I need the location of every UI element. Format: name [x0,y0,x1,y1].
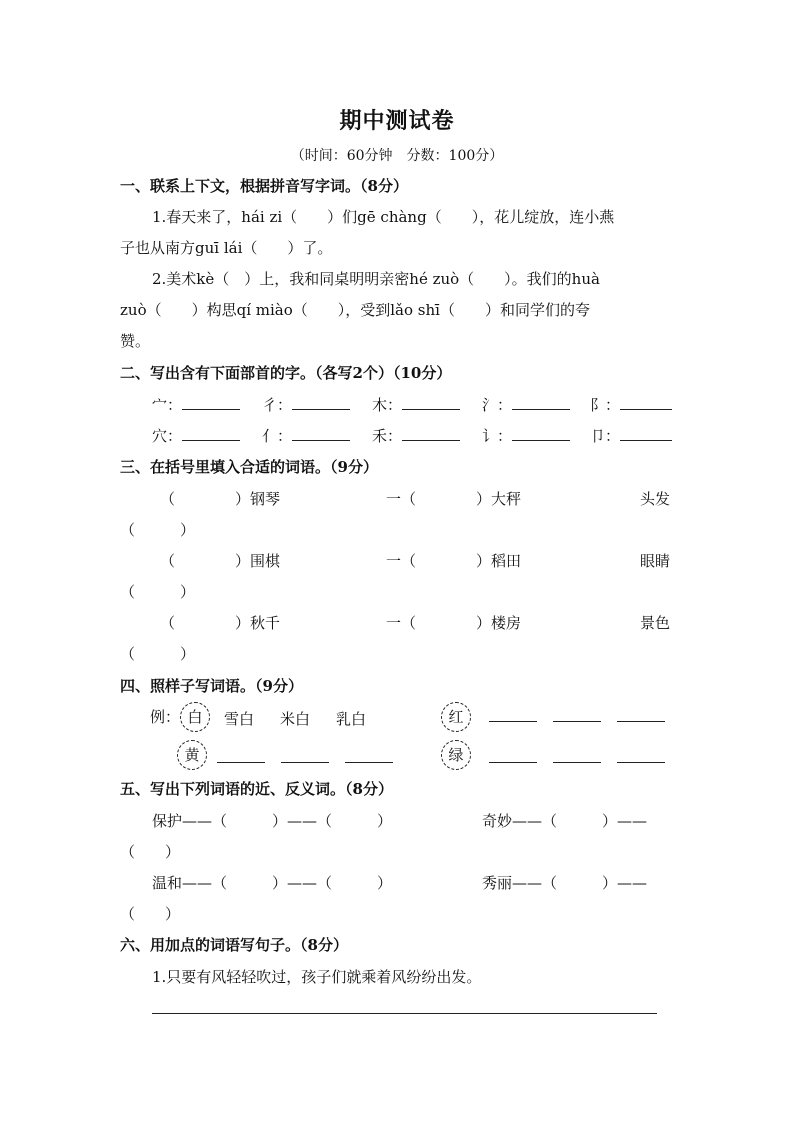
fill-phrase: 一（ ）楼房 [386,614,522,632]
answer-blank[interactable] [620,395,672,410]
answer-blank[interactable] [620,426,672,441]
synonym-item: 保护——（ ）——（ ） [152,812,393,830]
fill-phrase: 一（ ）稻田 [386,552,522,570]
radical-item: 穴： [152,425,240,446]
fill-phrase: 眼睛 [640,552,671,570]
fill-phrase: （ ） [120,521,196,539]
answer-blank[interactable] [402,426,460,441]
fill-phrase: （ ） [120,583,196,601]
answer-blank[interactable] [553,748,601,763]
s1-line-1: 1.春天来了，hái zi（ ）们gē chàng（ ），花儿绽放，连小燕 [152,208,615,226]
example-word: 雪白 [224,710,255,728]
example-word: 乳白 [336,710,367,728]
fill-phrase: 头发 [640,490,671,508]
radical-item: 宀： [152,394,240,415]
fill-phrase: （ ） [120,645,196,663]
answer-blank[interactable] [617,748,665,763]
answer-blank[interactable] [292,426,350,441]
section-1-heading: 一、联系上下文，根据拼音写字词。（8分） [120,177,408,195]
char-circle: 红 [441,702,471,732]
radical-item: 氵： [482,394,570,415]
section-3-heading: 三、在括号里填入合适的词语。（9分） [120,458,378,476]
radical-item: 卩： [590,425,672,446]
s6-question-1: 1.只要有风轻轻吹过，孩子们就乘着风纷纷出发。 [152,968,482,986]
answer-blank[interactable] [489,748,537,763]
s1-line-3: 2.美术kè（ ）上，我和同桌明明亲密hé zuò（ ）。我们的huà [152,270,600,288]
radical-item: 木： [372,394,460,415]
fill-phrase: 景色 [640,614,671,632]
section-5-heading: 五、写出下列词语的近、反义词。（8分） [120,780,393,798]
answer-blank[interactable] [512,426,570,441]
answer-blank[interactable] [182,426,240,441]
answer-blank[interactable] [553,707,601,722]
fill-phrase: （ ）围棋 [160,552,281,570]
section-6-heading: 六、用加点的词语写句子。（8分） [120,936,348,954]
fill-phrase: （ ）秋千 [160,614,281,632]
answer-blank[interactable] [402,395,460,410]
answer-blank[interactable] [617,707,665,722]
answer-blank[interactable] [345,748,393,763]
char-circle: 绿 [441,740,471,770]
synonym-item: （ ） [120,843,181,861]
synonym-item: 秀丽——（ ）—— [482,874,648,892]
answer-blank[interactable] [292,395,350,410]
radical-item: 阝： [590,394,672,415]
radical-item: 亻： [262,425,350,446]
answer-writing-line[interactable] [152,1013,657,1014]
answer-blank[interactable] [489,707,537,722]
section-2-heading: 二、写出含有下面部首的字。（各写2个）（10分） [120,364,452,382]
synonym-item: 温和——（ ）——（ ） [152,874,393,892]
radical-item: 禾： [372,425,460,446]
section-4-heading: 四、照样子写词语。（9分） [120,677,303,695]
radical-item: 讠： [482,425,570,446]
synonym-item: （ ） [120,905,181,923]
example-row: 例： 白 [150,702,210,732]
example-char-circle: 白 [180,702,210,732]
answer-blank[interactable] [217,748,265,763]
answer-blank[interactable] [182,395,240,410]
answer-blank[interactable] [512,395,570,410]
fill-phrase: （ ）钢琴 [160,490,281,508]
synonym-item: 奇妙——（ ）—— [482,812,648,830]
radical-item: 彳： [262,394,350,415]
s1-line-2: 子也从南方guī lái（ ）了。 [120,239,333,257]
answer-blank[interactable] [281,748,329,763]
s1-line-4: zuò（ ）构思qí miào（ ），受到lǎo shī（ ）和同学们的夸 [120,301,590,319]
page-title: 期中测试卷 [339,108,455,134]
example-word: 米白 [280,710,311,728]
char-circle: 黄 [177,740,207,770]
fill-phrase: 一（ ）大秤 [386,490,522,508]
s1-line-5: 赞。 [120,332,151,350]
exam-info: （时间：60分钟 分数：100分） [290,148,504,164]
